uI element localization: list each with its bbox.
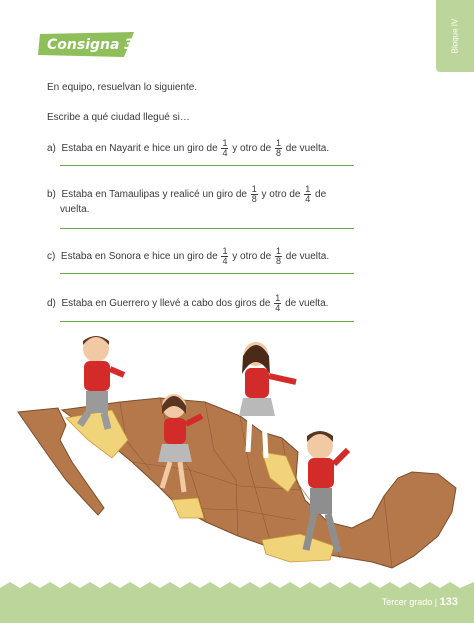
question-text: y otro de <box>261 189 301 201</box>
mexico-mainland-shape <box>62 398 456 568</box>
fraction-denominator: 4 <box>222 148 228 158</box>
question-letter: d) <box>47 298 56 310</box>
prompt-text: Escribe a qué ciudad llegué si… <box>47 112 190 123</box>
consigna-badge <box>38 32 136 58</box>
child-figure <box>239 342 296 458</box>
question-text: y otro de <box>232 143 272 155</box>
fraction-numerator: 1 <box>222 138 228 148</box>
fraction <box>221 247 228 266</box>
fraction-denominator: 8 <box>275 256 281 266</box>
grade-label: Tercer grado <box>381 597 433 607</box>
question-letter: c) <box>47 251 56 263</box>
intro-text: En equipo, resuelvan lo siguiente. <box>47 82 198 93</box>
fraction <box>275 139 282 158</box>
fraction <box>274 294 281 313</box>
question-b-continuation: vuelta. <box>60 204 90 215</box>
fraction-numerator: 1 <box>222 246 228 256</box>
question-letter: a) <box>47 143 56 155</box>
question-text: de vuelta. <box>285 298 329 310</box>
question-b <box>47 185 326 204</box>
block-label: Bloque IV <box>450 18 460 54</box>
fraction <box>275 247 282 266</box>
answer-line-c[interactable] <box>60 273 354 274</box>
question-letter: b) <box>47 189 56 201</box>
fraction <box>251 185 258 204</box>
question-text: de vuelta. <box>285 143 330 155</box>
question-text: Estaba en Tamaulipas y realicé un giro de <box>61 189 247 201</box>
nayarit-highlight <box>172 498 204 518</box>
consigna-title: Consigna 3 <box>47 37 135 53</box>
footer-page-info <box>382 596 458 608</box>
footer-separator: | <box>434 597 438 607</box>
fraction-denominator: 4 <box>305 194 311 204</box>
page-number: 133 <box>439 596 458 608</box>
fraction-numerator: 1 <box>275 293 281 303</box>
question-text: y otro de <box>232 251 272 263</box>
fraction <box>304 185 311 204</box>
fraction-denominator: 4 <box>275 303 281 313</box>
answer-line-a[interactable] <box>60 165 354 166</box>
question-c <box>47 247 329 266</box>
fraction-denominator: 8 <box>251 194 257 204</box>
question-text: de vuelta. <box>285 251 330 263</box>
fraction-numerator: 1 <box>305 184 311 194</box>
fraction-numerator: 1 <box>275 246 281 256</box>
block-side-tab <box>436 0 474 72</box>
question-a <box>47 139 329 158</box>
fraction <box>221 139 228 158</box>
answer-line-b[interactable] <box>60 228 354 229</box>
question-text: Estaba en Sonora e hice un giro de <box>60 251 218 263</box>
question-text: Estaba en Nayarit e hice un giro de <box>61 143 218 155</box>
question-d <box>47 294 328 313</box>
question-text: de <box>315 189 327 201</box>
fraction-denominator: 8 <box>275 148 281 158</box>
question-text: Estaba en Guerrero y llevé a cabo dos giros de <box>61 298 271 310</box>
fraction-denominator: 4 <box>222 256 228 266</box>
mexico-map-illustration <box>0 318 474 580</box>
fraction-numerator: 1 <box>251 184 257 194</box>
fraction-numerator: 1 <box>275 138 281 148</box>
